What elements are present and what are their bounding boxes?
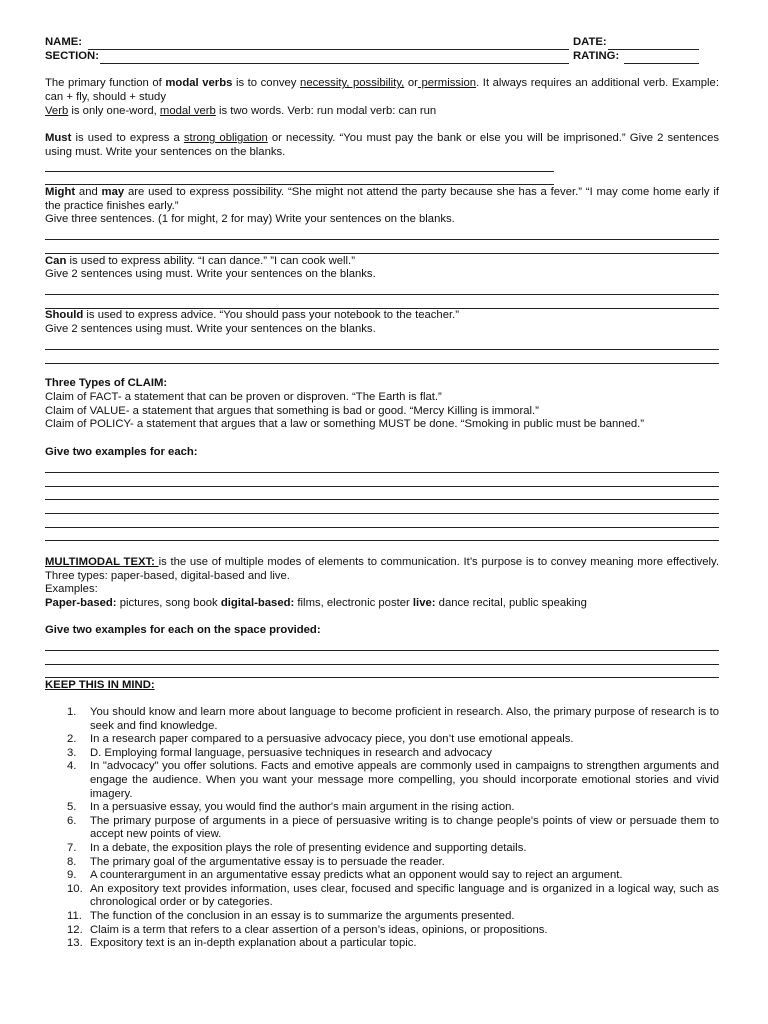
list-item	[45, 747, 719, 761]
list-item	[45, 937, 719, 951]
list-number: 12.	[67, 923, 83, 936]
answer-line[interactable]	[45, 239, 719, 240]
rating-field[interactable]	[624, 51, 699, 64]
list-item	[45, 910, 719, 924]
answer-line[interactable]	[45, 527, 719, 528]
list-text: In a research paper compared to a persuasive advocacy piece, you don’t use emotional appeals.	[90, 733, 574, 746]
might-may-instruction: Give three sentences. (1 for might, 2 for may) Write your sentences on the blanks.	[45, 213, 455, 225]
list-text: Expository text is an in-depth explanation about a particular topic.	[90, 937, 417, 950]
modal-verbs-intro: The primary function of modal verbs is to convey necessity, possibility, or permission. It always requires an additional verb. Example: can + fly, should + study	[45, 77, 719, 103]
list-item	[45, 760, 719, 801]
section-field[interactable]	[100, 51, 569, 64]
answer-line[interactable]	[45, 171, 554, 172]
can-section: Can is used to express ability. “I can dance.” ”I can cook well.”	[45, 255, 355, 267]
date-field[interactable]	[608, 37, 699, 50]
verb-definition: Verb is only one-word, modal verb is two words. Verb: run modal verb: can run	[45, 105, 437, 117]
keep-title: KEEP THIS IN MIND:	[45, 679, 155, 691]
can-instruction: Give 2 sentences using must. Write your sentences on the blanks.	[45, 268, 376, 280]
list-item	[45, 869, 719, 883]
answer-line[interactable]	[45, 472, 719, 473]
list-text: The primary goal of the argumentative essay is to persuade the reader.	[90, 855, 445, 868]
multimodal-examples: Paper-based: pictures, song book digital-based: films, electronic poster live: dance recital, public speaking	[45, 597, 587, 609]
list-number: 2.	[67, 733, 77, 746]
list-text: The primary purpose of arguments in a piece of persuasive writing is to change people's points of view or persuade them to accept new points of view.	[90, 814, 719, 841]
rating-label: RATING:	[573, 50, 620, 62]
list-item	[45, 815, 719, 842]
answer-line[interactable]	[45, 349, 719, 350]
list-item	[45, 883, 719, 910]
answer-line[interactable]	[45, 540, 719, 541]
answer-line[interactable]	[45, 513, 719, 514]
list-item	[45, 706, 719, 733]
list-number: 6.	[67, 814, 77, 827]
answer-line[interactable]	[45, 363, 719, 364]
should-instruction: Give 2 sentences using must. Write your sentences on the blanks.	[45, 323, 376, 335]
answer-line[interactable]	[45, 664, 719, 665]
answer-line[interactable]	[45, 499, 719, 500]
date-label: DATE:	[573, 36, 607, 48]
list-number: 1.	[67, 706, 77, 718]
claim-value: Claim of VALUE- a statement that argues that something is bad or good. “Mercy Killing is immoral.”	[45, 405, 539, 417]
list-text: In "advocacy" you offer solutions. Facts and emotive appeals are commonly used in campaigns to strengthen arguments and engage the audience. When you want your message more compelling, you should incorporate emotional stories and vivid imagery.	[90, 760, 719, 800]
list-text: You should know and learn more about language to become proficient in research. Also, the primary purpose of research is to seek and find knowledge.	[90, 706, 719, 732]
list-text: D. Employing formal language, persuasive techniques in research and advocacy	[90, 746, 492, 759]
list-item	[45, 733, 719, 747]
should-section: Should is used to express advice. “You should pass your notebook to the teacher.”	[45, 309, 460, 321]
claim-instruction: Give two examples for each:	[45, 446, 198, 458]
must-section: Must is used to express a strong obligation or necessity. “You must pay the bank or else you will be imprisoned.” Give 2 sentences using must. Write your sentences on the blanks.	[45, 132, 720, 158]
claim-title: Three Types of CLAIM:	[45, 377, 168, 389]
claim-policy: Claim of POLICY- a statement that argues that a law or something MUST be done. “Smoking in public must be banned.”	[45, 418, 645, 430]
section-label: SECTION:	[45, 50, 99, 62]
list-number: 3.	[67, 746, 77, 759]
list-number: 8.	[67, 855, 77, 868]
list-number: 13.	[67, 937, 83, 950]
answer-line[interactable]	[45, 184, 554, 185]
answer-line[interactable]	[45, 650, 719, 651]
list-text: In a persuasive essay, you would find the author's main argument in the rising action.	[90, 801, 515, 814]
multimodal-section: MULTIMODAL TEXT: is the use of multiple modes of elements to communication. It’s purpose is to convey meaning more effectively. Three types: paper-based, digital-based and live.	[45, 556, 719, 582]
list-number: 10.	[67, 882, 83, 895]
list-number: 5.	[67, 801, 77, 814]
list-text: Claim is a term that refers to a clear assertion of a person’s ideas, opinions, or propositions.	[90, 923, 548, 936]
might-may-section: Might and may are used to express possibility. “She might not attend the party because she has a fever.” “I may come home early if the practice finishes early.”	[45, 186, 719, 212]
list-text: In a debate, the exposition plays the role of presenting evidence and supporting details.	[90, 841, 527, 854]
list-text: An expository text provides information, uses clear, focused and specific language and is organized in a logical way, such as chronological order or by categories.	[90, 882, 719, 909]
answer-line[interactable]	[45, 486, 719, 487]
answer-line[interactable]	[45, 253, 719, 254]
list-text: A counterargument in an argumentative essay predicts what an opponent would say to reject an argument.	[90, 869, 623, 882]
list-number: 9.	[67, 869, 77, 882]
claim-fact: Claim of FACT- a statement that can be proven or disproven. “The Earth is flat.”	[45, 391, 442, 403]
answer-line[interactable]	[45, 294, 719, 295]
name-label: NAME:	[45, 36, 83, 48]
name-field[interactable]	[88, 37, 569, 50]
list-item	[45, 801, 719, 815]
list-item	[45, 924, 719, 938]
list-text: The function of the conclusion in an essay is to summarize the arguments presented.	[90, 909, 515, 922]
multimodal-instruction: Give two examples for each on the space provided:	[45, 624, 321, 636]
multimodal-examples-label: Examples:	[45, 583, 98, 595]
list-number: 11.	[67, 909, 82, 922]
list-item	[45, 856, 719, 870]
list-number: 4.	[67, 760, 77, 773]
keep-list	[45, 706, 719, 951]
list-item	[45, 842, 719, 856]
list-number: 7.	[67, 841, 77, 854]
answer-line[interactable]	[45, 677, 719, 678]
